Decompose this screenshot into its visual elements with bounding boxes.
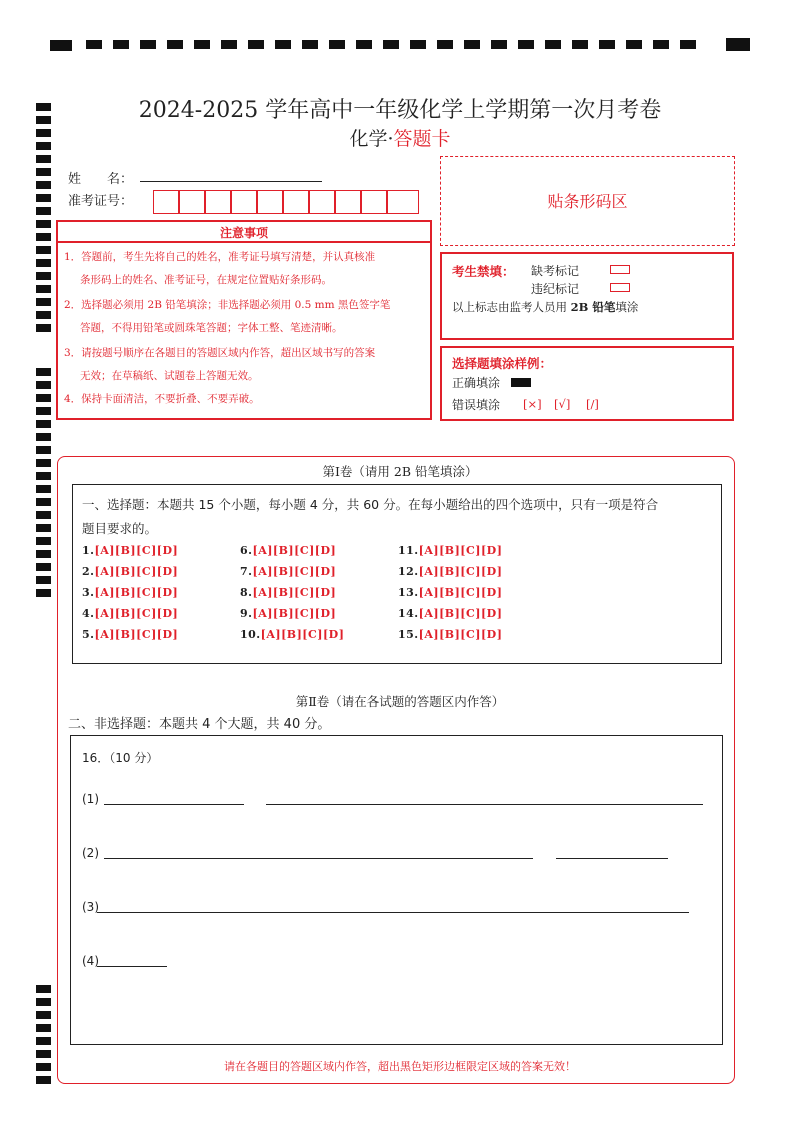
question-number: 3. bbox=[82, 586, 95, 599]
q16-sub-4-label: (4) bbox=[82, 954, 99, 968]
timing-mark-top bbox=[410, 40, 426, 49]
timing-mark-left bbox=[36, 537, 51, 545]
option-bubbles[interactable]: [A][B][C][D] bbox=[418, 565, 503, 578]
timing-mark-top bbox=[167, 40, 183, 49]
timing-mark-left bbox=[36, 246, 51, 254]
part1-instruction-cont: 题目要求的。 bbox=[82, 521, 158, 536]
timing-mark-left bbox=[36, 576, 51, 584]
timing-mark-left bbox=[36, 298, 51, 306]
q16-sub-3-blank[interactable] bbox=[97, 912, 689, 913]
timing-mark-top bbox=[194, 40, 210, 49]
timing-mark-top bbox=[518, 40, 534, 49]
timing-mark-top bbox=[437, 40, 453, 49]
q16-sub-3-label: (3) bbox=[82, 900, 99, 914]
violation-mark-label: 违纪标记 bbox=[531, 282, 580, 296]
exam-number-cell[interactable] bbox=[231, 190, 257, 214]
choice-row[interactable] bbox=[82, 565, 178, 578]
timing-mark-left bbox=[36, 589, 51, 597]
exam-number-label: 准考证号： bbox=[68, 194, 134, 209]
exam-number-cell[interactable] bbox=[257, 190, 283, 214]
note-item: 2．选择题必须用 2B 铅笔填涂；非选择题必须用 0.5 mm 黑色签字笔 bbox=[64, 299, 391, 311]
timing-mark-left bbox=[36, 433, 51, 441]
question-number: 4. bbox=[82, 607, 95, 620]
timing-mark-top bbox=[464, 40, 480, 49]
choice-row[interactable] bbox=[240, 565, 336, 578]
timing-mark-top-left bbox=[50, 40, 72, 51]
option-bubbles[interactable]: [A][B][C][D] bbox=[418, 607, 503, 620]
q16-sub-2-label: (2) bbox=[82, 846, 99, 860]
timing-mark-top-right bbox=[726, 38, 750, 51]
choice-row[interactable] bbox=[82, 607, 178, 620]
exam-number-cell[interactable] bbox=[283, 190, 309, 214]
timing-mark-top bbox=[86, 40, 102, 49]
choice-row[interactable] bbox=[398, 586, 502, 599]
timing-mark-left bbox=[36, 998, 51, 1006]
q16-sub-1-blank[interactable] bbox=[104, 804, 244, 805]
question-number: 2. bbox=[82, 565, 95, 578]
choice-row[interactable] bbox=[240, 628, 344, 641]
choice-row[interactable] bbox=[398, 544, 502, 557]
timing-mark-top bbox=[572, 40, 588, 49]
timing-mark-left bbox=[36, 168, 51, 176]
timing-mark-top bbox=[545, 40, 561, 49]
timing-mark-left bbox=[36, 1037, 51, 1045]
forbidden-note-prefix: 以上标志由监考人员用 bbox=[452, 300, 571, 314]
fill-sample-heading: 选择题填涂样例： bbox=[452, 356, 553, 371]
timing-mark-left bbox=[36, 272, 51, 280]
timing-mark-left bbox=[36, 1050, 51, 1058]
timing-mark-left bbox=[36, 1011, 51, 1019]
forbidden-note-suffix: 填涂 bbox=[615, 300, 639, 314]
timing-mark-top bbox=[302, 40, 318, 49]
exam-title: 2024-2025 学年高中一年级化学上学期第一次月考卷 bbox=[138, 98, 662, 123]
q16-sub-1-blank[interactable] bbox=[266, 804, 703, 805]
exam-number-cell[interactable] bbox=[179, 190, 205, 214]
option-bubbles[interactable]: [A][B][C][D] bbox=[418, 544, 503, 557]
timing-mark-left bbox=[36, 550, 51, 558]
timing-mark-left bbox=[36, 485, 51, 493]
timing-mark-top bbox=[383, 40, 399, 49]
note-item: 无效；在草稿纸、试题卷上答题无效。 bbox=[80, 370, 259, 382]
timing-mark-left bbox=[36, 285, 51, 293]
option-bubbles[interactable]: [A][B][C][D] bbox=[94, 586, 179, 599]
exam-number-cell[interactable] bbox=[361, 190, 387, 214]
choice-row[interactable] bbox=[240, 607, 336, 620]
question-number: 13. bbox=[398, 586, 419, 599]
subtitle-card: 答题卡 bbox=[393, 128, 451, 150]
timing-mark-top bbox=[653, 40, 669, 49]
part1-heading: 第Ⅰ卷（请用 2B 铅笔填涂） bbox=[322, 464, 478, 479]
q16-answer-box[interactable] bbox=[70, 735, 723, 1045]
card-subtitle bbox=[0, 124, 800, 151]
choice-row[interactable] bbox=[82, 586, 178, 599]
question-number: 1. bbox=[82, 544, 95, 557]
timing-mark-top bbox=[491, 40, 507, 49]
timing-mark-left bbox=[36, 155, 51, 163]
barcode-area[interactable] bbox=[440, 156, 735, 246]
q16-sub-2-blank[interactable] bbox=[556, 858, 668, 859]
exam-number-cell[interactable] bbox=[335, 190, 361, 214]
question-number: 14. bbox=[398, 607, 419, 620]
note-item: 答题，不得用铅笔或圆珠笔答题；字体工整、笔迹清晰。 bbox=[80, 322, 343, 334]
q16-title: 16．（10 分） bbox=[82, 751, 159, 765]
timing-mark-left bbox=[36, 207, 51, 215]
option-bubbles[interactable]: [A][B][C][D] bbox=[418, 628, 503, 641]
choice-row[interactable] bbox=[398, 607, 502, 620]
timing-mark-top bbox=[626, 40, 642, 49]
option-bubbles[interactable]: [A][B][C][D] bbox=[252, 607, 337, 620]
exam-number-cell[interactable] bbox=[387, 190, 419, 214]
timing-mark-top bbox=[275, 40, 291, 49]
q16-sub-4-blank[interactable] bbox=[97, 966, 167, 967]
timing-mark-top bbox=[113, 40, 129, 49]
name-field[interactable] bbox=[140, 181, 322, 182]
timing-mark-left bbox=[36, 563, 51, 571]
question-number: 7. bbox=[240, 565, 253, 578]
timing-mark-left bbox=[36, 381, 51, 389]
timing-mark-left bbox=[36, 311, 51, 319]
timing-mark-left bbox=[36, 181, 51, 189]
choice-row[interactable] bbox=[82, 544, 178, 557]
timing-mark-left bbox=[36, 220, 51, 228]
timing-mark-left bbox=[36, 985, 51, 993]
correct-fill-label: 正确填涂 bbox=[452, 376, 501, 390]
wrong-fill-label: 错误填涂 bbox=[452, 398, 501, 412]
barcode-area-label: 贴条形码区 bbox=[547, 192, 628, 211]
timing-mark-left bbox=[36, 407, 51, 415]
choice-row[interactable] bbox=[82, 628, 178, 641]
timing-mark-left bbox=[36, 368, 51, 376]
correct-fill-sample bbox=[511, 378, 531, 387]
note-item: 3．请按题号顺序在各题目的答题区域内作答，超出区域书写的答案 bbox=[64, 347, 376, 359]
timing-mark-top bbox=[680, 40, 696, 49]
option-bubbles[interactable]: [A][B][C][D] bbox=[252, 586, 337, 599]
timing-mark-left bbox=[36, 1076, 51, 1084]
timing-mark-top bbox=[221, 40, 237, 49]
name-label: 姓 名： bbox=[68, 172, 134, 187]
choice-row[interactable] bbox=[398, 565, 502, 578]
note-item: 1．答题前，考生先将自己的姓名，准考证号填写清楚，并认真核准 bbox=[64, 251, 376, 263]
option-bubbles[interactable]: [A][B][C][D] bbox=[260, 628, 345, 641]
question-number: 6. bbox=[240, 544, 253, 557]
footer-warning: 请在各题目的答题区域内作答，超出黑色矩形边框限定区域的答案无效！ bbox=[224, 1060, 576, 1073]
choice-row[interactable] bbox=[240, 544, 336, 557]
forbidden-label: 考生禁填： bbox=[452, 264, 515, 279]
question-number: 11. bbox=[398, 544, 419, 557]
timing-mark-left bbox=[36, 324, 51, 332]
timing-mark-top bbox=[329, 40, 345, 49]
part2-instruction: 二、非选择题：本题共 4 个大题，共 40 分。 bbox=[68, 717, 331, 732]
absent-mark-label: 缺考标记 bbox=[531, 264, 580, 278]
choice-row[interactable] bbox=[240, 586, 336, 599]
timing-mark-left bbox=[36, 511, 51, 519]
timing-mark-top bbox=[248, 40, 264, 49]
exam-number-cell[interactable] bbox=[309, 190, 335, 214]
question-number: 12. bbox=[398, 565, 419, 578]
forbidden-note-bold: 2B 铅笔 bbox=[570, 300, 616, 314]
timing-mark-top bbox=[356, 40, 372, 49]
timing-mark-top bbox=[599, 40, 615, 49]
forbidden-note bbox=[452, 299, 638, 315]
timing-mark-left bbox=[36, 524, 51, 532]
exam-number-cell[interactable] bbox=[205, 190, 231, 214]
exam-number-cell[interactable] bbox=[153, 190, 179, 214]
wrong-fill-sample: [√] bbox=[554, 397, 571, 411]
part2-heading: 第Ⅱ卷（请在各试题的答题区内作答） bbox=[295, 694, 505, 709]
option-bubbles[interactable]: [A][B][C][D] bbox=[94, 628, 179, 641]
timing-mark-left bbox=[36, 194, 51, 202]
wrong-fill-sample: [/] bbox=[586, 397, 599, 411]
timing-mark-top bbox=[140, 40, 156, 49]
option-bubbles[interactable]: [A][B][C][D] bbox=[252, 544, 337, 557]
timing-mark-left bbox=[36, 259, 51, 267]
question-number: 9. bbox=[240, 607, 253, 620]
notes-heading: 注意事项 bbox=[219, 226, 268, 240]
subtitle-subject: 化学· bbox=[349, 128, 394, 150]
violation-mark-box[interactable] bbox=[610, 283, 630, 292]
note-item: 4．保持卡面清洁，不要折叠、不要弄破。 bbox=[64, 393, 260, 405]
note-item: 条形码上的姓名、准考证号，在规定位置贴好条形码。 bbox=[80, 274, 332, 286]
timing-mark-left bbox=[36, 233, 51, 241]
option-bubbles[interactable]: [A][B][C][D] bbox=[94, 544, 179, 557]
wrong-fill-sample: [×] bbox=[523, 397, 542, 411]
q16-sub-2-blank[interactable] bbox=[104, 858, 533, 859]
part1-instruction: 一、选择题：本题共 15 个小题，每小题 4 分，共 60 分。在每小题给出的四个选项中，只有一项是符合 bbox=[82, 497, 659, 512]
timing-mark-left bbox=[36, 446, 51, 454]
choice-row[interactable] bbox=[398, 628, 502, 641]
option-bubbles[interactable]: [A][B][C][D] bbox=[94, 607, 179, 620]
question-number: 10. bbox=[240, 628, 261, 641]
timing-mark-left bbox=[36, 498, 51, 506]
notes-heading-divider bbox=[57, 241, 431, 243]
question-number: 8. bbox=[240, 586, 253, 599]
absent-mark-box[interactable] bbox=[610, 265, 630, 274]
question-number: 15. bbox=[398, 628, 419, 641]
q16-sub-1-label: (1) bbox=[82, 792, 99, 806]
option-bubbles[interactable]: [A][B][C][D] bbox=[252, 565, 337, 578]
timing-mark-left bbox=[36, 420, 51, 428]
timing-mark-left bbox=[36, 1024, 51, 1032]
timing-mark-left bbox=[36, 394, 51, 402]
option-bubbles[interactable]: [A][B][C][D] bbox=[418, 586, 503, 599]
option-bubbles[interactable]: [A][B][C][D] bbox=[94, 565, 179, 578]
question-number: 5. bbox=[82, 628, 95, 641]
